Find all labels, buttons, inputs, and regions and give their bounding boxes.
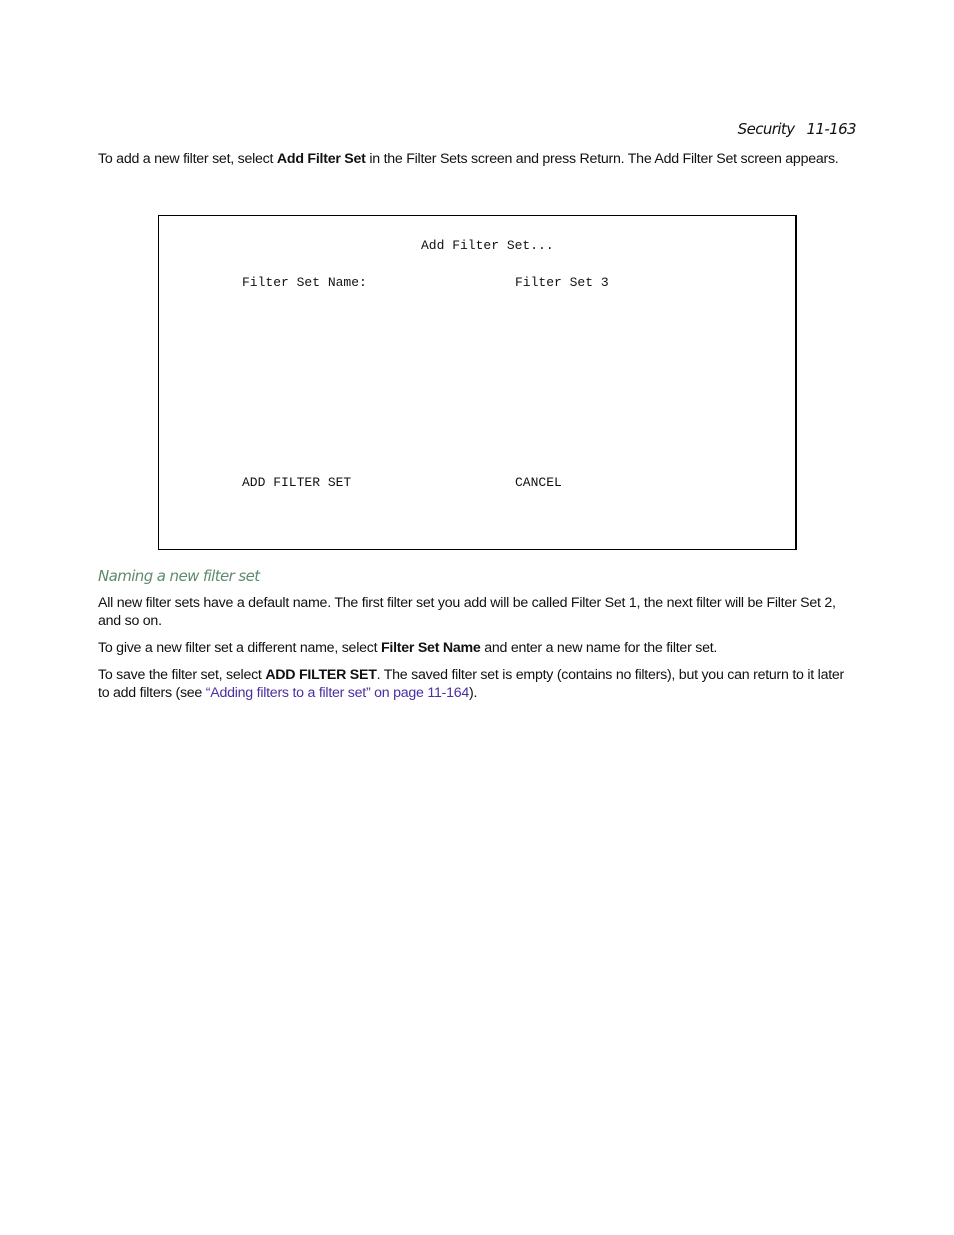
paragraph-save [98, 666, 858, 702]
text: . The saved filter set is empty (contains no filters), but you can return to it later to add filters (see [98, 667, 845, 701]
screen-title: Add Filter Set... [421, 238, 554, 253]
text: ). [469, 685, 478, 701]
cross-reference-link[interactable]: “Adding filters to a filter set” on page 11-164 [205, 685, 470, 701]
bold-term: ADD FILTER SET [265, 667, 377, 683]
filter-set-name-value[interactable]: Filter Set 3 [515, 275, 609, 290]
text: in the Filter Sets screen and press Return. The Add Filter Set screen appears. [365, 151, 839, 167]
running-header [738, 120, 856, 138]
add-filter-set-screen [158, 215, 797, 550]
page-number: 11-163 [806, 120, 856, 138]
paragraph-default-name: All new filter sets have a default name. The first filter set you add will be called Filter Set 1, the next filter will be Filter Set 2, and so on. [98, 595, 836, 629]
text: To give a new filter set a different name, select [98, 640, 381, 656]
text: To save the filter set, select [98, 667, 266, 683]
bold-term: Filter Set Name [380, 640, 481, 656]
text: To add a new filter set, select [98, 151, 277, 167]
bold-term: Add Filter Set [276, 151, 366, 167]
paragraph-rename [98, 639, 858, 657]
cancel-button[interactable]: CANCEL [515, 475, 562, 490]
text: and enter a new name for the filter set. [480, 640, 718, 656]
intro-paragraph [98, 150, 858, 168]
section-heading: Naming a new filter set [98, 567, 260, 585]
section-name: Security [737, 120, 795, 138]
add-filter-set-button[interactable]: ADD FILTER SET [242, 475, 352, 490]
filter-set-name-label[interactable]: Filter Set Name: [242, 275, 367, 290]
